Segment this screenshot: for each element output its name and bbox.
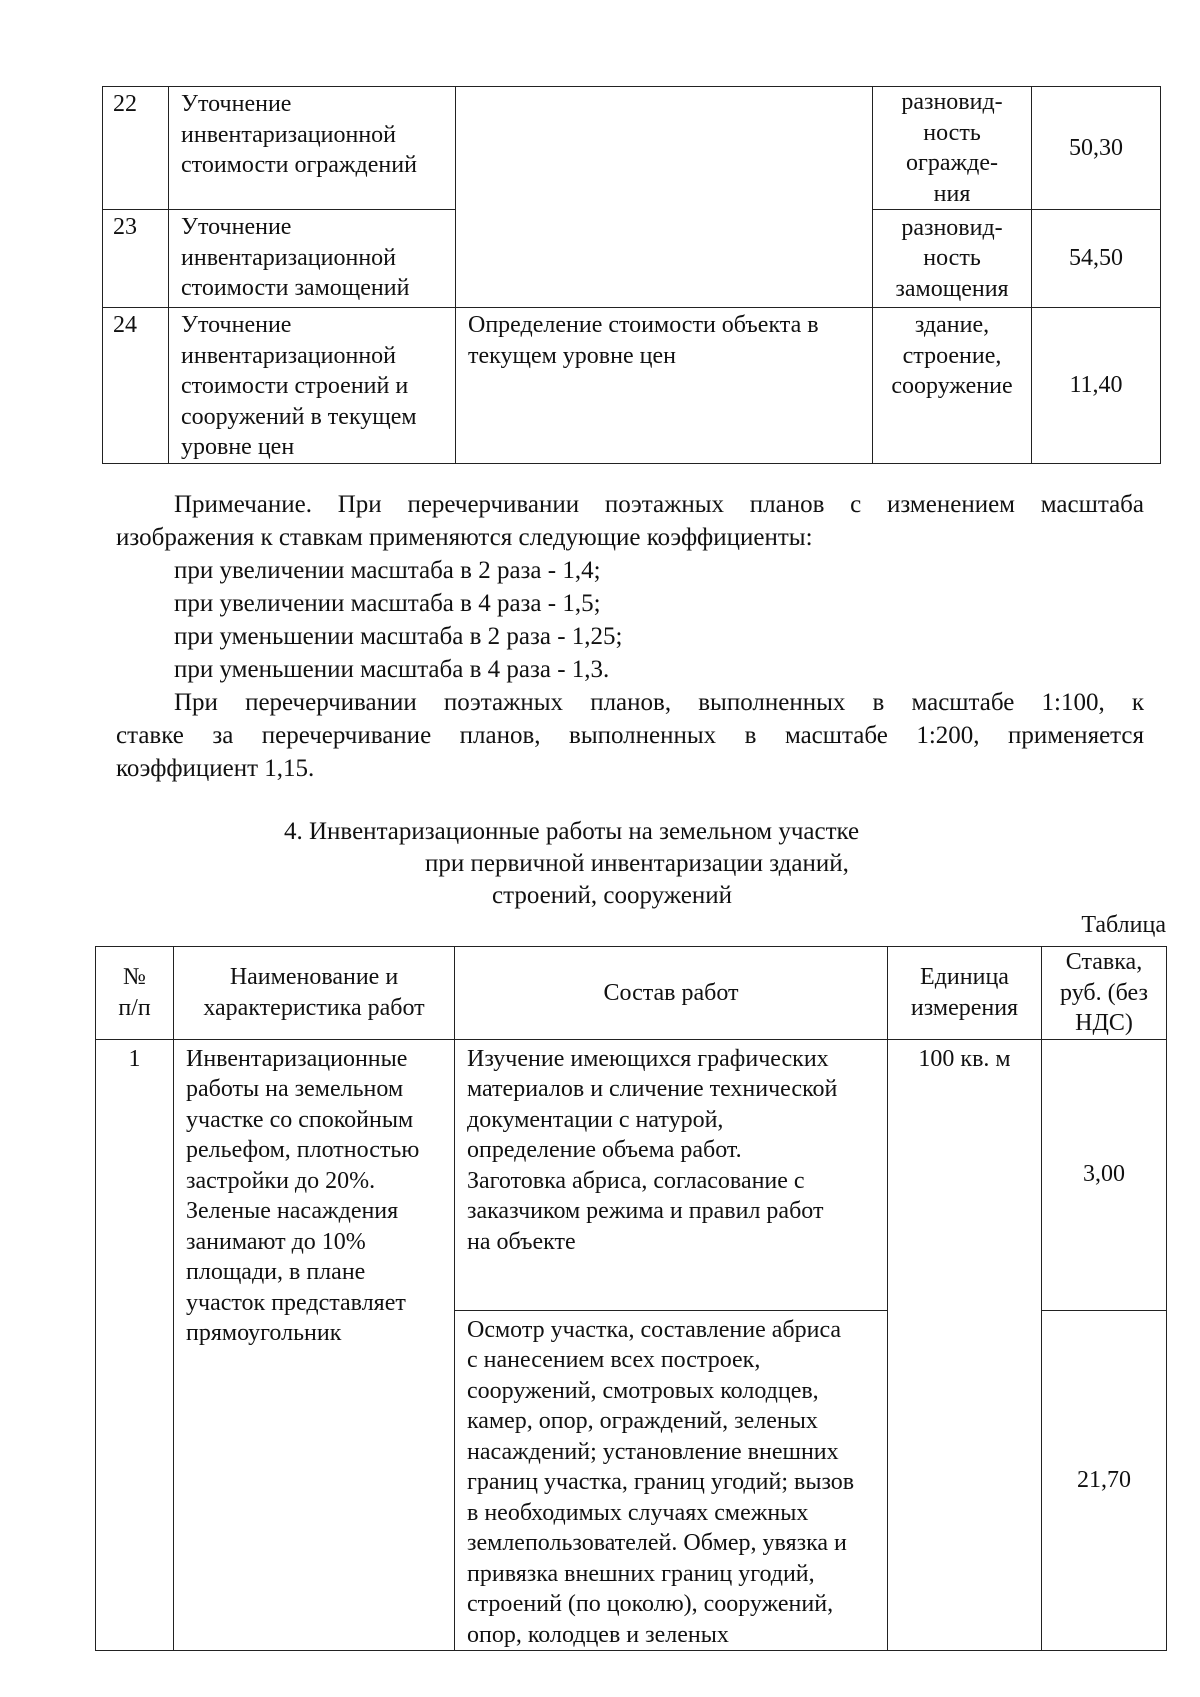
rate-value: 21,70 (1042, 1310, 1167, 1651)
unit-of-measure: 100 кв. м (888, 1039, 1042, 1651)
text-line: руб. (без (1060, 979, 1148, 1006)
table-row (103, 87, 1161, 210)
text-line: стоимости строений и (181, 373, 409, 399)
text-line: № (123, 964, 146, 991)
text-line: сооружение (891, 373, 1013, 399)
section-title-line: строений, сооружений (492, 882, 732, 909)
text-line: занимают до 10% (186, 1228, 366, 1255)
text-line: стоимости замощений (181, 275, 410, 301)
unit-of-measure (873, 210, 1032, 308)
text-line: Уточнение (181, 214, 292, 240)
section-title-line: 4. Инвентаризационные работы на земельном участке (284, 818, 860, 845)
text-line: огражде- (906, 150, 998, 176)
inventory-works-table (95, 946, 1167, 1651)
text-line: границ участка, границ угодий; вызов (467, 1469, 855, 1495)
note-line: изображения к ставкам применяются следующие коэффициенты: (116, 524, 813, 551)
note-line: коэффициент 1,15. (116, 755, 315, 782)
row-number: 23 (103, 210, 169, 308)
work-composition (456, 308, 873, 464)
unit-of-measure (873, 308, 1032, 464)
text-line: замощения (895, 275, 1009, 302)
row-number: 22 (103, 87, 169, 210)
text-line: ность (923, 245, 981, 272)
note-item: при увеличении масштаба в 4 раза - 1,5; (174, 590, 601, 617)
table-label: Таблица (1081, 912, 1166, 938)
text-line: на объекте (467, 1228, 576, 1255)
header-unit (888, 947, 1042, 1040)
text-line: Зеленые насаждения (186, 1198, 399, 1224)
work-composition-empty (456, 87, 873, 308)
text-line: опор, колодцев и зеленых (467, 1621, 729, 1648)
text-line: стоимости ограждений (181, 152, 417, 178)
text-line: Изучение имеющихся графических (467, 1045, 829, 1072)
text-line: привязка внешних границ угодий, (467, 1560, 815, 1587)
text-line: площади, в плане (186, 1259, 366, 1285)
text-line: прямоугольник (186, 1320, 342, 1346)
text-line: в необходимых случаях смежных (467, 1499, 809, 1526)
work-name (169, 210, 456, 308)
text-line: сооружений в текущем (181, 403, 417, 430)
text-line: измерения (910, 994, 1019, 1021)
header-rate (1042, 947, 1167, 1040)
text-line: Определение стоимости объекта в (468, 312, 819, 338)
text-line: материалов и сличение технической (467, 1076, 838, 1102)
text-line: строений (по цоколю), сооружений, (467, 1591, 834, 1617)
note-block (116, 488, 1144, 785)
text-line: уровне цен (181, 434, 295, 460)
note-item: при уменьшении масштаба в 4 раза - 1,3. (174, 656, 610, 683)
text-line: землепользователей. Обмер, увязка и (467, 1530, 847, 1556)
text-line: Ставка, (1065, 949, 1143, 975)
text-line: текущем уровне цен (468, 342, 676, 369)
rate-value: 3,00 (1042, 1039, 1167, 1310)
header-composition: Состав работ (455, 947, 888, 1040)
text-line: рельефом, плотностью (186, 1137, 420, 1163)
table-row (96, 1039, 1167, 1310)
text-line: работы на земельном (186, 1076, 404, 1102)
header-name (174, 947, 455, 1040)
text-line: Наименование и (229, 964, 399, 991)
rate-value: 54,50 (1032, 210, 1161, 308)
text-line: разновид- (901, 214, 1003, 241)
text-line: ность (923, 119, 981, 146)
text-line: Уточнение (181, 91, 292, 117)
work-composition (455, 1310, 888, 1651)
text-line: участок представляет (186, 1289, 406, 1316)
text-line: Осмотр участка, составление абриса (467, 1316, 842, 1343)
work-composition (455, 1039, 888, 1310)
text-line: инвентаризационной (181, 342, 397, 369)
note-line: При перечерчивании поэтажных планов, выполненных в масштабе 1:100, к (174, 689, 1144, 716)
text-line: инвентаризационной (181, 121, 397, 148)
text-line: насаждений; установление внешних (467, 1438, 839, 1465)
table-header-row (96, 947, 1167, 1040)
row-number: 24 (103, 308, 169, 464)
section-title-line: при первичной инвентаризации зданий, (425, 850, 849, 877)
text-line: ния (933, 180, 971, 207)
text-line: п/п (118, 994, 151, 1021)
note-line: Примечание. При перечерчивании поэтажных планов с изменением масштаба (174, 491, 1144, 518)
text-line: Единица (920, 964, 1009, 991)
work-name (174, 1039, 455, 1651)
text-line: здание, (914, 312, 990, 338)
rate-value: 50,30 (1032, 87, 1161, 210)
text-line: участке со спокойным (186, 1106, 414, 1133)
text-line: документации с натурой, (467, 1106, 724, 1133)
text-line: инвентаризационной (181, 244, 397, 271)
text-line: Заготовка абриса, согласование с (467, 1167, 805, 1194)
unit-of-measure (873, 87, 1032, 210)
header-number (96, 947, 174, 1040)
text-line: с нанесением всех построек, (467, 1347, 761, 1373)
text-line: разновид- (901, 89, 1003, 115)
rate-value: 11,40 (1032, 308, 1161, 464)
rates-table-continued (102, 86, 1161, 464)
text-line: Инвентаризационные (186, 1045, 408, 1072)
text-line: заказчиком режима и правил работ (467, 1198, 824, 1224)
text-line: сооружений, смотровых колодцев, (467, 1377, 819, 1404)
text-line: НДС) (1075, 1010, 1133, 1036)
text-line: определение объема работ. (467, 1137, 742, 1163)
note-item: при увеличении масштаба в 2 раза - 1,4; (174, 557, 601, 584)
work-name (169, 308, 456, 464)
work-name (169, 87, 456, 210)
table-row (103, 308, 1161, 464)
row-number: 1 (96, 1039, 174, 1651)
text-line: строение, (902, 342, 1002, 369)
text-line: камер, опор, ограждений, зеленых (467, 1408, 818, 1434)
text-line: застройки до 20%. (186, 1167, 376, 1194)
text-line: Уточнение (181, 312, 292, 338)
note-item: при уменьшении масштаба в 2 раза - 1,25; (174, 623, 623, 650)
note-line: ставке за перечерчивание планов, выполненных в масштабе 1:200, применяется (116, 722, 1144, 749)
text-line: характеристика работ (203, 994, 425, 1021)
